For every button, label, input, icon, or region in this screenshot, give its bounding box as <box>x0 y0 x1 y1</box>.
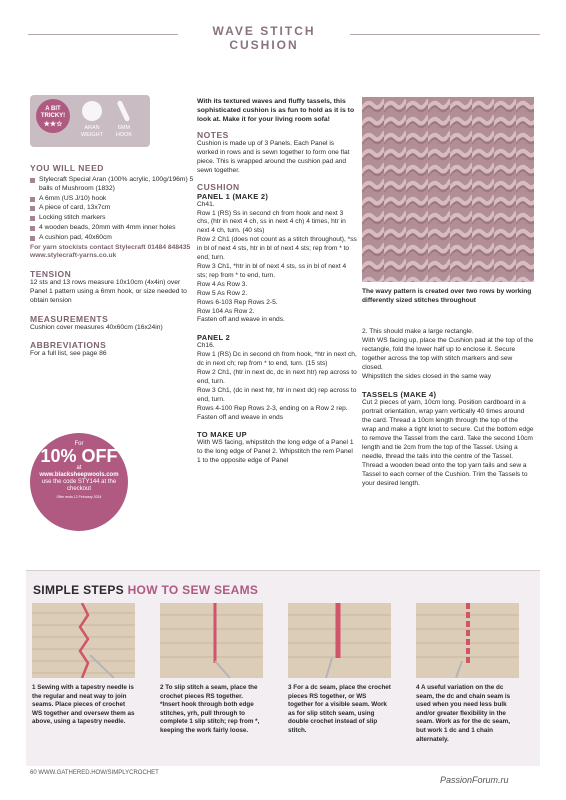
pattern-row: Row 2 Ch1 (does not count as a stitch throughout), *ss in bl of next 4 sts, htr in bl of next 4 sts; rep from * to end, turn. <box>197 236 357 262</box>
offer-code: use the code STY144 at the checkout <box>41 479 117 492</box>
difficulty-badge: A BIT TRICKY! ★★☆ <box>36 99 70 133</box>
offer-terms: Offer ends 12 February 2024 <box>56 495 102 499</box>
make-up-text: With WS facing, whipstitch the long edge of a Panel 1 to the long edge of Panel 2. Whipstitch the rem Panel 1 to the opposite edge of Panel <box>197 439 354 465</box>
page-title: WAVE STITCH CUSHION <box>212 24 316 52</box>
measurements-heading: MEASUREMENTS <box>30 313 109 324</box>
simple-steps-panel <box>26 570 540 766</box>
step-3-text: 3 For a dc seam, place the crochet pieces RS together, or WS together for a visible seam. Work as for slip stitch seam, using double crochet instead of slip stitch. <box>288 684 391 734</box>
sidebar <box>30 95 198 359</box>
difficulty-stars: ★★☆ <box>43 121 63 128</box>
intro-text: With its textured waves and fluffy tassels, this sophisticated cushion is as fun to hold as it is to look at. Make it for your living room sofa! <box>197 98 355 123</box>
pattern-column <box>197 97 357 466</box>
list-item: 4 wooden beads, 20mm with 4mm inner holes <box>30 224 198 233</box>
step-2-image <box>160 603 263 678</box>
header-rule-left <box>28 34 178 35</box>
list-item: Locking stitch markers <box>30 214 198 223</box>
panel1-heading: PANEL 1 (MAKE 2) <box>197 191 269 201</box>
tassels-heading: TASSELS (MAKE 4) <box>362 390 437 400</box>
difficulty-box <box>30 95 150 147</box>
you-will-need-heading: YOU WILL NEED <box>30 163 104 173</box>
step-1-text: 1 Sewing with a tapestry needle is the regular and neat way to join seams. Place pieces of crochet WS together and oversew them as above, using a tapestry needle. <box>32 684 135 726</box>
assembly-text: With WS facing up, place the Cushion pad at the top of the rectangle, fold the lower half up to enclose it. Secure together across the top with stitch markers and sew closed. <box>362 336 534 371</box>
header-rule-right <box>350 34 540 35</box>
hook-size-label: 6MM HOOK <box>115 125 133 138</box>
pattern-row: Row 4 As Row 3. <box>197 280 248 288</box>
tassels-text: Cut 2 pieces of yarn, 10cm long. Position cardboard in a portrait orientation, wrap yarn vertically 40 times around the card. Thread a 10cm length through the top of the wrap and make a tight knot to secure. Cut the bottom edge to remove the Tassel from the card. Take the second 10cm length and tie 2cm from the top of the Tassel. Using a needle, thread the tails into the centre of the Tassel. Thread a wooden bead onto the top yarn tails and sew a Tassel to each corner of the Cushion. Trim the Tassels to your desired length. <box>362 399 534 487</box>
page-header <box>0 0 566 70</box>
pattern-row: Row 1 (RS) Dc in second ch from hook, *htr in next ch, dc in next ch; rep from * to end, turn. (15 sts) <box>197 351 357 368</box>
pattern-row: Fasten off and weave in ends <box>197 413 284 421</box>
pattern-row: Row 104 As Row 2. <box>197 307 255 315</box>
crochet-hook-icon <box>117 100 131 122</box>
pattern-row: Rows 6-103 Rep Rows 2-5. <box>197 298 278 306</box>
make-up-continued: 2. This should make a large rectangle. <box>362 328 474 335</box>
stockists-link[interactable]: For yarn stockists contact Stylecraft 01484 848435 www.stylecraft-yarns.co.uk <box>30 243 191 260</box>
abbreviations-heading: ABBREVIATIONS <box>30 340 107 351</box>
materials-list <box>30 176 198 243</box>
pattern-row: Row 3 Ch1, *htr in bl of next 4 sts, ss in bl of next 4 sts; rep from * to end, turn. <box>197 262 347 279</box>
pattern-row: Row 3 Ch1, (dc in next htr, htr in next dc) rep across to end, turn. <box>197 386 357 403</box>
list-item: A piece of card, 13x7cm <box>30 204 198 213</box>
right-column <box>362 328 534 489</box>
pattern-row: Rows 4-100 Rep Rows 2-3, ending on a Row 2 rep. <box>197 404 348 412</box>
notes-text: Cushion is made up of 3 Panels. Each Panel is worked in rows and is sewn together to form one flat piece. This is wrapped around the cushion pad and sewn together. <box>197 140 350 174</box>
pattern-row: Row 2 Ch1, (htr in next dc, dc in next htr) rep across to end, turn. <box>197 369 357 385</box>
discount-offer-badge[interactable]: For 10% OFF at www.blacksheepwools.com use the code STY144 at the checkout Offer ends 12 February 2024 <box>30 433 128 531</box>
list-item: Stylecraft Special Aran (100% acrylic, 100g/196m) 5 balls of Mushroom (1832) <box>30 176 198 194</box>
yarn-weight-label: ARAN WEIGHT <box>81 125 103 138</box>
cushion-heading: CUSHION <box>197 181 240 192</box>
knit-texture-image <box>362 97 534 282</box>
yarn-ball-icon <box>82 101 102 121</box>
tension-text: 12 sts and 13 rows measure 10x10cm (4x4in) over Panel 1 pattern using a 6mm hook, or size needed to obtain tension <box>30 279 187 304</box>
panel2-heading: PANEL 2 <box>197 333 231 343</box>
watermark: PassionForum.ru <box>440 775 509 785</box>
whipstitch-text: Whipstitch the sides closed in the same way <box>362 372 492 380</box>
photo-caption: The wavy pattern is created over two rows by working differently sized stitches throughout <box>362 288 532 304</box>
step-3 <box>288 603 391 736</box>
step-3-image <box>288 603 391 678</box>
tension-heading: TENSION <box>30 269 72 280</box>
notes-heading: NOTES <box>197 130 229 140</box>
abbreviations-text: For a full list, see page 86 <box>30 350 107 358</box>
step-2 <box>160 603 263 736</box>
offer-url: www.blacksheepwools.com <box>39 472 119 478</box>
discount-percent: 10% OFF <box>40 446 118 466</box>
step-4-text: 4 A useful variation on the dc seam, the dc and chain seam is used when you need less bulk and/or greater flexibility in the seam. Work as for the dc seam, but work 1 dc and 1 chain alternately. <box>416 684 511 743</box>
step-2-text: 2 To slip stitch a seam, place the crochet pieces RS together. *Insert hook through both edge stitches, yrh, pull through to complete 1 slip stitch; rep from *, keeping the work fairly loose. <box>160 684 260 734</box>
list-item: A cushion pad, 40x60cm <box>30 234 198 243</box>
step-4-image <box>416 603 519 678</box>
pattern-row: Row 1 (RS) Ss in second ch from hook and next 3 chs, (htr in next 4 ch, ss in next 4 ch) 4 times, htr in next 4 ch, turn. (40 sts) <box>197 209 346 235</box>
wave-stitch-photo <box>362 97 534 282</box>
step-1-image <box>32 603 135 678</box>
list-item: A 6mm (US J/10) hook <box>30 195 198 204</box>
page-footer: 60 WWW.GATHERED.HOW/SIMPLYCROCHET <box>30 770 159 776</box>
simple-steps-title: SIMPLE STEPS HOW TO SEW SEAMS <box>33 583 259 597</box>
pattern-row: Fasten off and weave in ends. <box>197 316 285 324</box>
step-4 <box>416 603 519 744</box>
pattern-row: Ch41. <box>197 200 215 208</box>
step-1 <box>32 603 135 727</box>
measurements-text: Cushion cover measures 40x60cm (16x24in) <box>30 323 163 331</box>
pattern-row: Row 5 As Row 2. <box>197 289 248 297</box>
make-up-heading: TO MAKE UP <box>197 430 247 440</box>
pattern-row: Ch16. <box>197 342 215 350</box>
